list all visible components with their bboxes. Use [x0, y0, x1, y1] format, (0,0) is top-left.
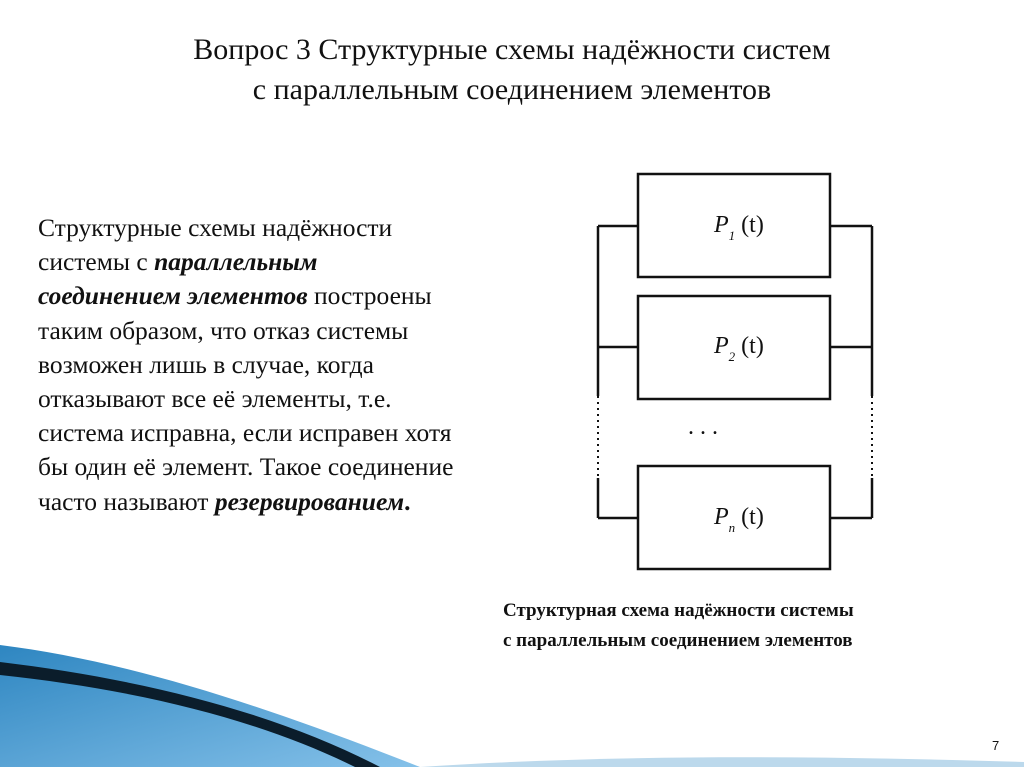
element-label-2: $P_2$ (t) [714, 333, 764, 364]
body-emphasis-redundancy: резервированием [214, 486, 405, 516]
body-text-part-1: Структурные схемы надёжности системы с [38, 213, 393, 277]
element-label-n: $P_n$ (t) [714, 504, 764, 535]
body-text-part-3: построены таким образом, что отказ системы возможен лишь в случае, когда отказывают все её элементы, т.е. система исправна, если исправен хотя бы один её элемент. Такое соединение часто называют [38, 281, 454, 516]
diagram-caption [503, 596, 1003, 656]
slide-title-line-2: с параллельным соединением элементов [252, 73, 772, 106]
page-number: 7 [992, 738, 1000, 753]
element-block-1 [638, 174, 830, 277]
element-block-n [638, 466, 830, 569]
body-text-end: . [404, 486, 411, 516]
caption-line-2: с параллельным соединением элементов [503, 630, 853, 651]
slide-title-line-1: Вопрос 3 Структурные схемы надёжности систем [193, 33, 831, 66]
element-label-1: $P_1$ (t) [714, 212, 764, 243]
caption-line-1: Структурная схема надёжности системы [503, 600, 854, 621]
body-emphasis-parallel: параллельным соединением элементов [38, 247, 318, 311]
element-block-2 [638, 296, 830, 399]
ellipsis: . . . [688, 414, 718, 440]
